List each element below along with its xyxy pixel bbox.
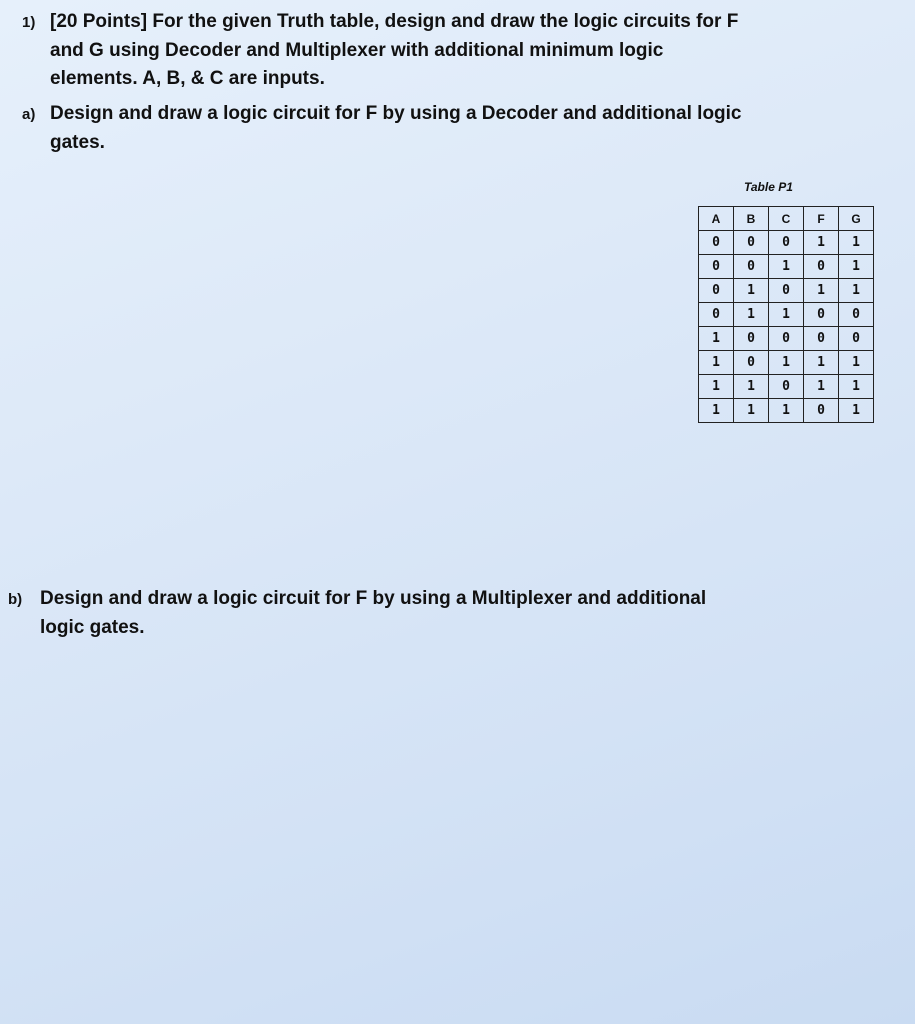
header-cell-b: B <box>734 207 769 231</box>
table-cell: 0 <box>839 327 874 351</box>
table-cell: 1 <box>734 303 769 327</box>
table-cell: 1 <box>804 375 839 399</box>
table-caption: Table P1 <box>744 180 793 194</box>
table-row <box>699 351 874 375</box>
table-cell: 1 <box>769 255 804 279</box>
table-row <box>699 303 874 327</box>
table-cell: 0 <box>699 303 734 327</box>
part-b-text-line: logic gates. <box>40 617 145 638</box>
part-a-line-1 <box>22 100 882 129</box>
table-cell: 1 <box>839 351 874 375</box>
table-cell: 0 <box>734 327 769 351</box>
part-a-label: a) <box>22 106 36 123</box>
part-b-block <box>8 585 888 642</box>
header-cell-f: F <box>804 207 839 231</box>
question-number: 1) <box>22 14 36 31</box>
table-cell: 1 <box>839 375 874 399</box>
question-text-line: elements. A, B, & C are inputs. <box>50 68 325 89</box>
question-line-1 <box>22 8 882 37</box>
table-cell: 0 <box>699 231 734 255</box>
table-row <box>699 231 874 255</box>
part-b-line-1 <box>8 585 888 614</box>
table-cell: 1 <box>769 351 804 375</box>
table-row <box>699 327 874 351</box>
table-cell: 1 <box>734 279 769 303</box>
truth-table <box>698 206 874 423</box>
table-cell: 0 <box>839 303 874 327</box>
table-cell: 0 <box>804 399 839 423</box>
part-a-text-line: gates. <box>50 132 105 153</box>
part-b-text-line: Design and draw a logic circuit for F by using a Multiplexer and additional <box>40 588 707 609</box>
table-cell: 0 <box>804 327 839 351</box>
question-block <box>22 8 882 93</box>
table-cell: 1 <box>839 231 874 255</box>
table-cell: 0 <box>734 255 769 279</box>
table-cell: 1 <box>839 399 874 423</box>
part-a-text-line: Design and draw a logic circuit for F by using a Decoder and additional logic <box>50 103 742 124</box>
question-text-line: [20 Points] For the given Truth table, design and draw the logic circuits for F <box>50 11 739 32</box>
table-cell: 1 <box>699 351 734 375</box>
table-cell: 0 <box>804 255 839 279</box>
part-a-block <box>22 100 882 157</box>
header-cell-a: A <box>699 207 734 231</box>
table-row <box>699 399 874 423</box>
table-cell: 0 <box>734 351 769 375</box>
table-cell: 1 <box>804 279 839 303</box>
table-cell: 1 <box>699 327 734 351</box>
table-row <box>699 375 874 399</box>
table-header-row <box>699 207 874 231</box>
table-cell: 1 <box>839 255 874 279</box>
table-cell: 1 <box>769 399 804 423</box>
table-cell: 1 <box>804 231 839 255</box>
table-cell: 0 <box>769 279 804 303</box>
table-cell: 1 <box>734 399 769 423</box>
table-cell: 0 <box>699 279 734 303</box>
part-b-label: b) <box>8 591 23 608</box>
header-cell-c: C <box>769 207 804 231</box>
table-cell: 0 <box>804 303 839 327</box>
table-row <box>699 279 874 303</box>
table-cell: 0 <box>699 255 734 279</box>
table-cell: 0 <box>769 327 804 351</box>
header-cell-g: G <box>839 207 874 231</box>
table-cell: 0 <box>769 375 804 399</box>
table-cell: 0 <box>769 231 804 255</box>
table-row <box>699 255 874 279</box>
table-cell: 1 <box>769 303 804 327</box>
question-text-line: and G using Decoder and Multiplexer with additional minimum logic <box>50 40 664 61</box>
table-cell: 1 <box>734 375 769 399</box>
table-cell: 1 <box>699 399 734 423</box>
table-cell: 1 <box>839 279 874 303</box>
table-cell: 0 <box>734 231 769 255</box>
table-cell: 1 <box>699 375 734 399</box>
table-cell: 1 <box>804 351 839 375</box>
